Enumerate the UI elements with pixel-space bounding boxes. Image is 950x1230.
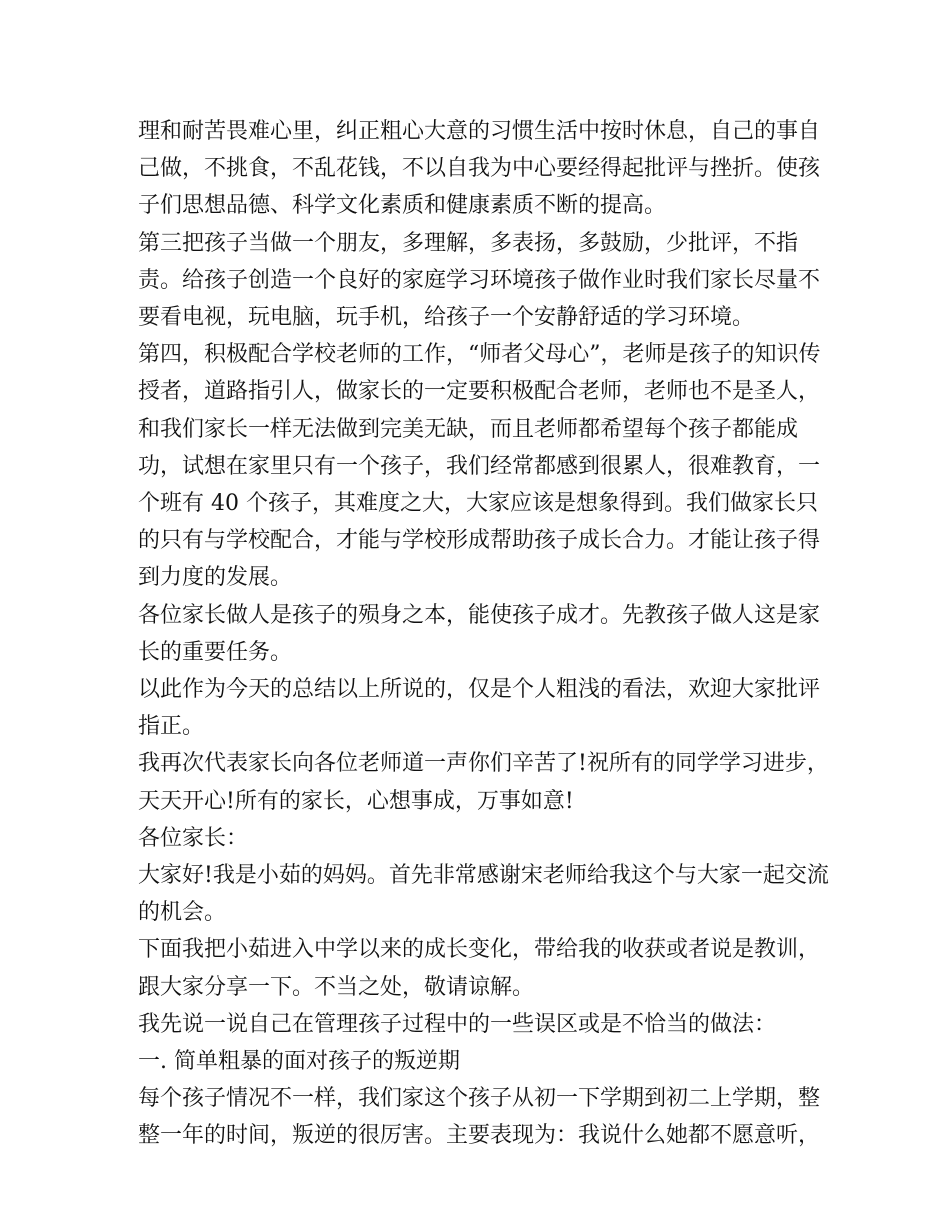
paragraph-8: 大家好!我是小茹的妈妈。首先非常感谢宋老师给我这个与大家一起交流的机会。 bbox=[138, 863, 829, 926]
paragraph-10: 我先说一说自己在管理孩子过程中的一些误区或是不恰当的做法： bbox=[138, 1011, 777, 1037]
paragraph-2: 第三把孩子当做一个朋友，多理解，多表扬，多鼓励，少批评，不指责。给孩子创造一个良好的家庭学习环境孩子做作业时我们家长尽量不要看电视，玩电脑，玩手机，给孩子一个安静舒适的学习环境。 bbox=[138, 230, 821, 331]
paragraph-1: 理和耐苦畏难心里，纠正粗心大意的习惯生活中按时休息，自己的事自己做，不挑食，不乱花钱，不以自我为中心要经得起批评与挫折。使孩子们思想品德、科学文化素质和健康素质不断的提高。 bbox=[138, 119, 821, 219]
document-body bbox=[138, 113, 838, 1155]
paragraph-3: 第四，积极配合学校老师的工作，“师者父母心”，老师是孩子的知识传授者，道路指引人，做家长的一定要积极配合老师，老师也不是圣人，和我们家长一样无法做到完美无缺，而且老师都希望每个孩子都能成功，试想在家里只有一个孩子，我们经常都感到很累人，很难教育，一个班有 40 个孩子，其难度之大，大家应该是想象得到。我们做家长只的只有与学校配合，才能与学校形成帮助孩子成长合力。才能让孩子得到力度的发展。 bbox=[138, 342, 821, 591]
paragraph-9: 下面我把小茹进入中学以来的成长变化，带给我的收获或者说是教训，跟大家分享一下。不当之处，敬请谅解。 bbox=[138, 937, 821, 1000]
paragraph-4: 各位家长做人是孩子的殒身之本，能使孩子成才。先教孩子做人这是家长的重要任务。 bbox=[138, 602, 821, 665]
paragraph-5: 以此作为今天的总结以上所说的，仅是个人粗浅的看法，欢迎大家批评指正。 bbox=[138, 677, 821, 740]
paragraph-11: 每个孩子情况不一样，我们家这个孩子从初一下学期到初二上学期，整整一年的时间，叛逆的很厉害。主要表现为：我说什么她都不愿意听， bbox=[138, 1086, 821, 1149]
paragraph-6: 我再次代表家长向各位老师道一声你们辛苦了!祝所有的同学学习进步，天天开心!所有的家长，心想事成，万事如意! bbox=[138, 751, 829, 814]
paragraph-7: 各位家长： bbox=[138, 825, 249, 851]
section-heading: 一. 简单粗暴的面对孩子的叛逆期 bbox=[138, 1049, 460, 1075]
